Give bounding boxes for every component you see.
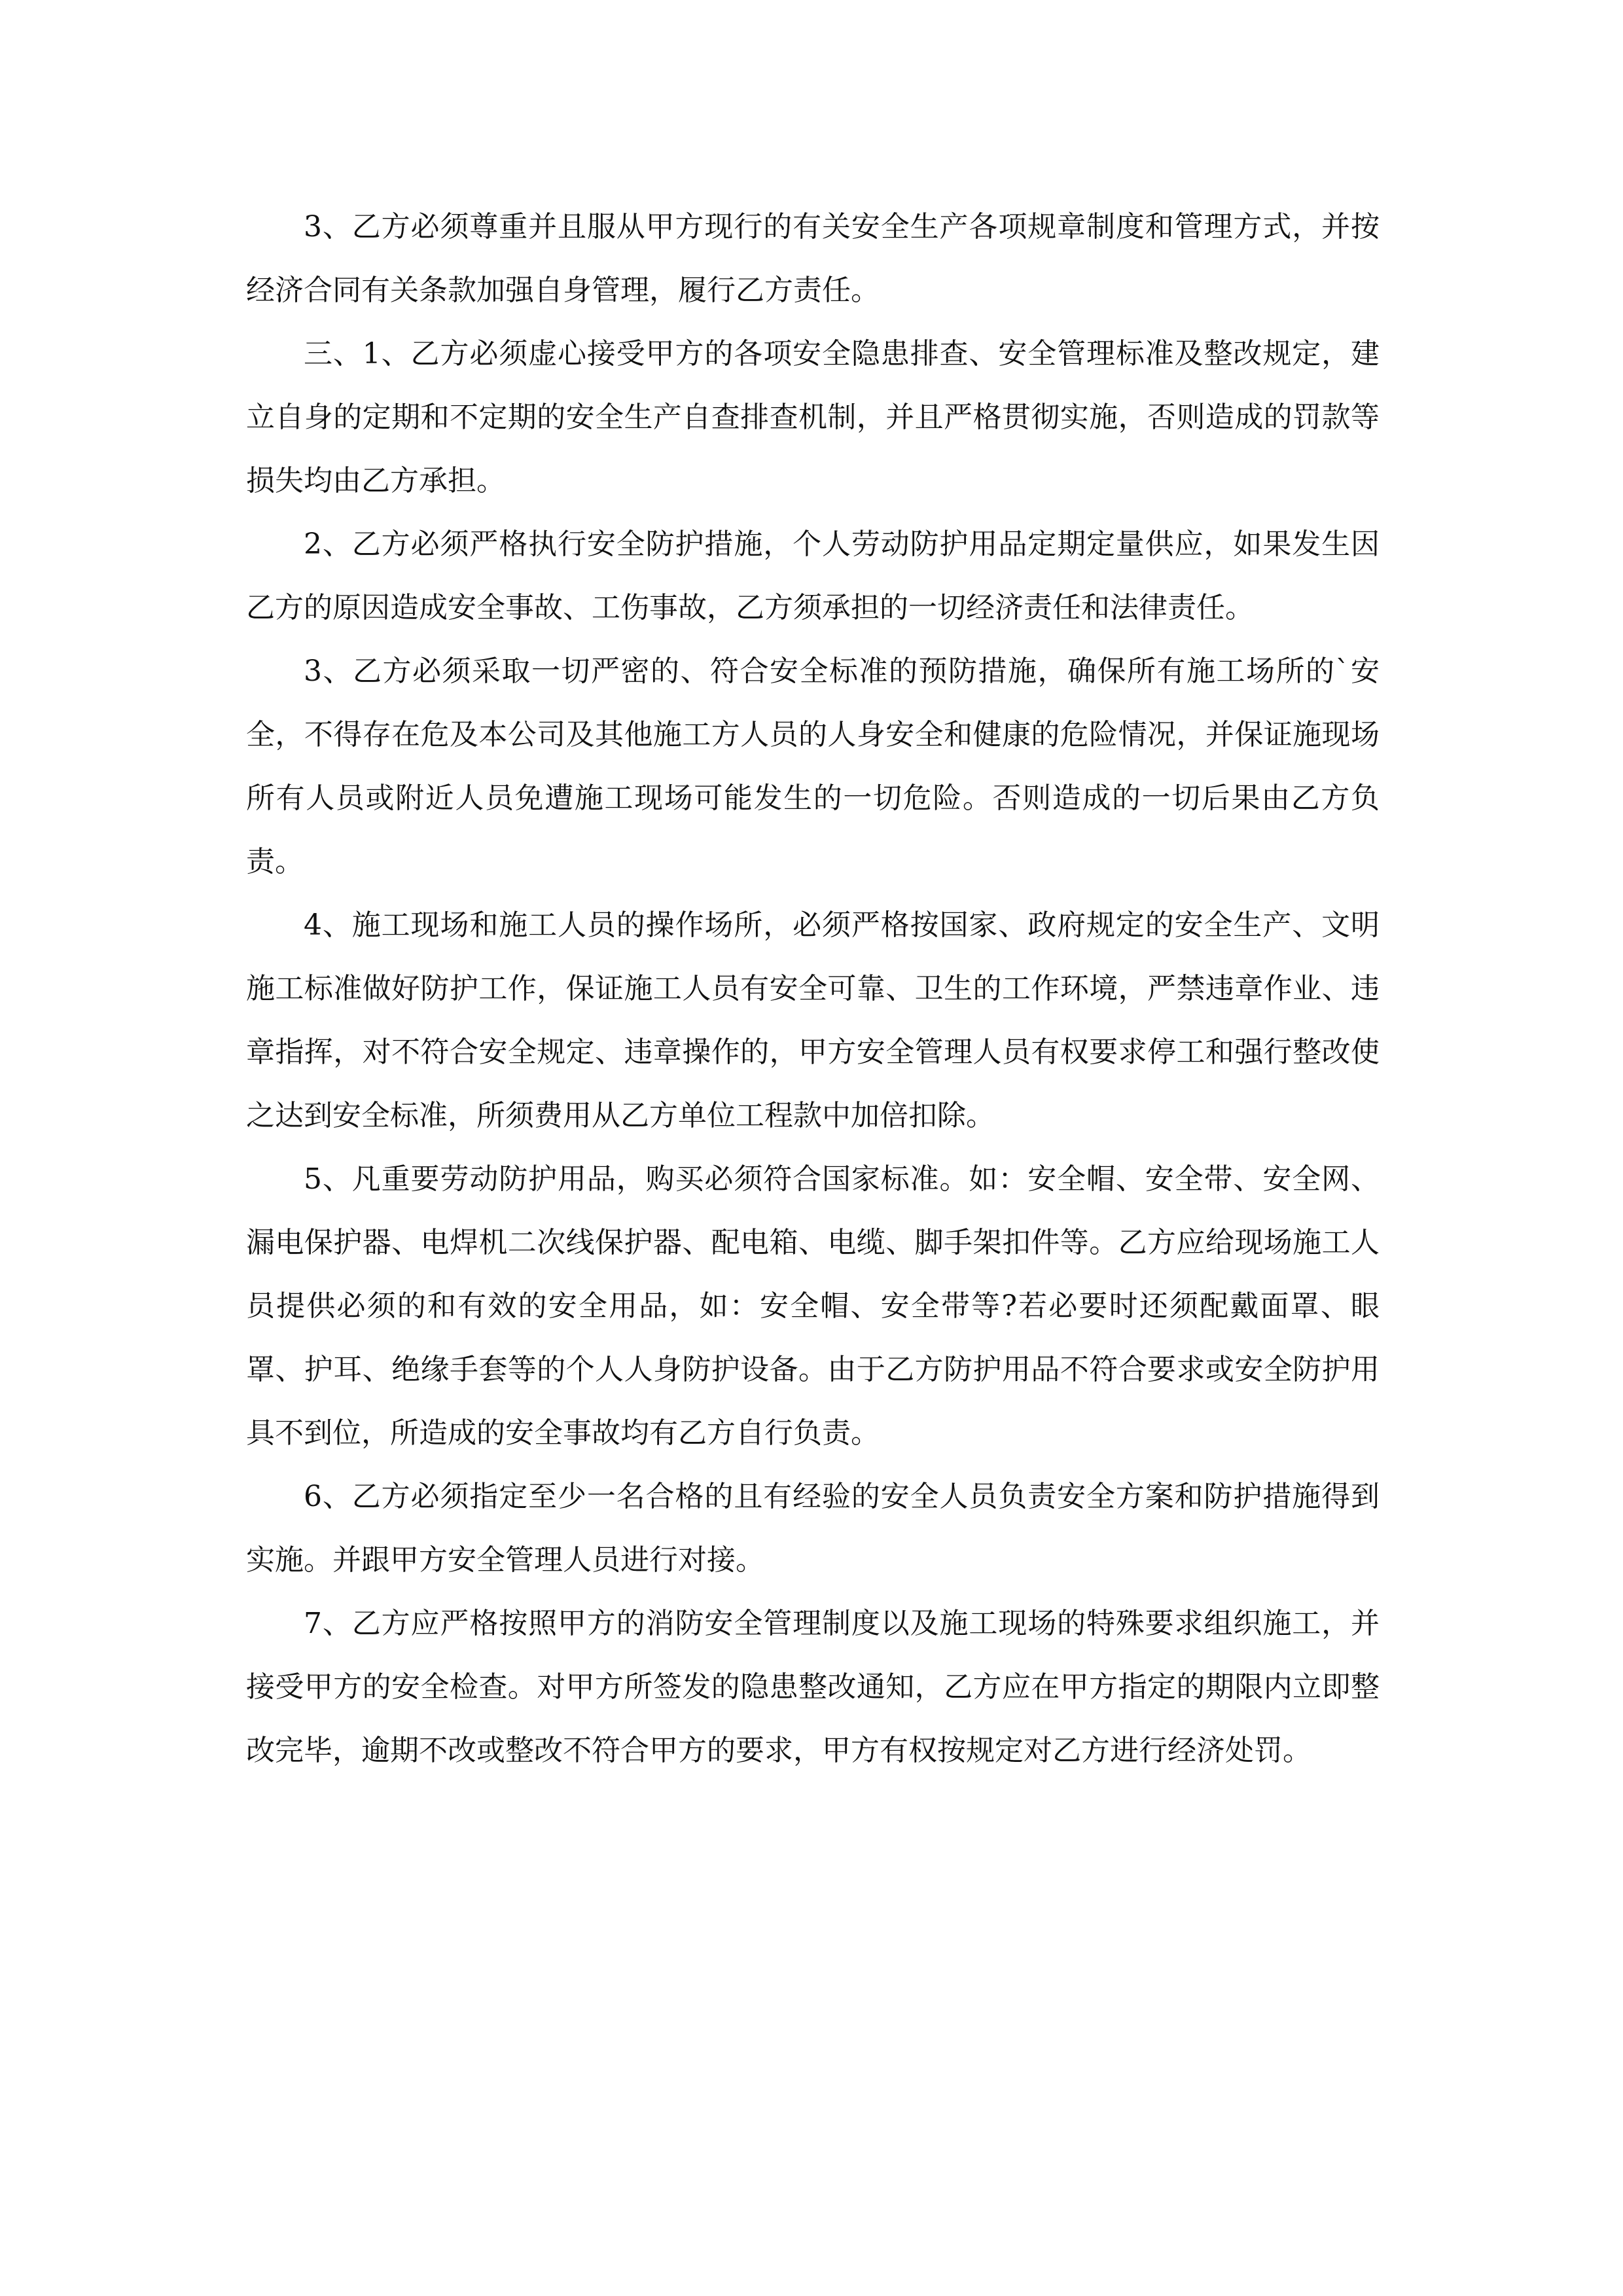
paragraph-item-6-safety-officer: 6、乙方必须指定至少一名合格的且有经验的安全人员负责安全方案和防护措施得到实施。并跟甲方安全管理人员进行对接。 [246,1480,1380,1577]
paragraph-item-4-site-safety: 4、施工现场和施工人员的操作场所，必须严格按国家、政府规定的安全生产、文明施工标准做好防护工作，保证施工人员有安全可靠、卫生的工作环境，严禁违章作业、违章指挥，对不符合安全规定、违章操作的，甲方安全管理人员有权要求停工和强行整改使之达到安全标准，所须费用从乙方单位工程款中加倍扣除。 [246,908,1380,1132]
paragraph-clause-3-obey-rules: 3、乙方必须尊重并且服从甲方现行的有关安全生产各项规章制度和管理方式，并按经济合同有关条款加强自身管理，履行乙方责任。 [246,210,1380,307]
document-body [246,195,1380,1782]
paragraph-item-7-fire-safety: 7、乙方应严格按照甲方的消防安全管理制度以及施工现场的特殊要求组织施工，并接受甲方的安全检查。对甲方所签发的隐患整改通知，乙方应在甲方指定的期限内立即整改完毕，逾期不改或整改不符合甲方的要求，甲方有权按规定对乙方进行经济处罚。 [246,1607,1380,1767]
paragraph-item-2-protection: 2、乙方必须严格执行安全防护措施，个人劳动防护用品定期定量供应，如果发生因乙方的原因造成安全事故、工伤事故，乙方须承担的一切经济责任和法律责任。 [246,528,1380,624]
paragraph-item-5-protective-equipment: 5、凡重要劳动防护用品，购买必须符合国家标准。如：安全帽、安全带、安全网、漏电保护器、电焊机二次线保护器、配电箱、电缆、脚手架扣件等。乙方应给现场施工人员提供必须的和有效的安全用品，如：安全帽、安全带等?若必要时还须配戴面罩、眼罩、护耳、绝缘手套等的个人人身防护设备。由于乙方防护用品不符合要求或安全防护用具不到位，所造成的安全事故均有乙方自行负责。 [246,1162,1380,1450]
paragraph-item-3-precautions: 3、乙方必须采取一切严密的、符合安全标准的预防措施，确保所有施工场所的`安全，不得存在危及本公司及其他施工方人员的人身安全和健康的危险情况，并保证施现场所有人员或附近人员免遭施工现场可能发生的一切危险。否则造成的一切后果由乙方负责。 [246,655,1380,878]
paragraph-section-3-item-1: 三、1、乙方必须虚心接受甲方的各项安全隐患排查、安全管理标准及整改规定，建立自身的定期和不定期的安全生产自查排查机制，并且严格贯彻实施，否则造成的罚款等损失均由乙方承担。 [246,337,1380,497]
